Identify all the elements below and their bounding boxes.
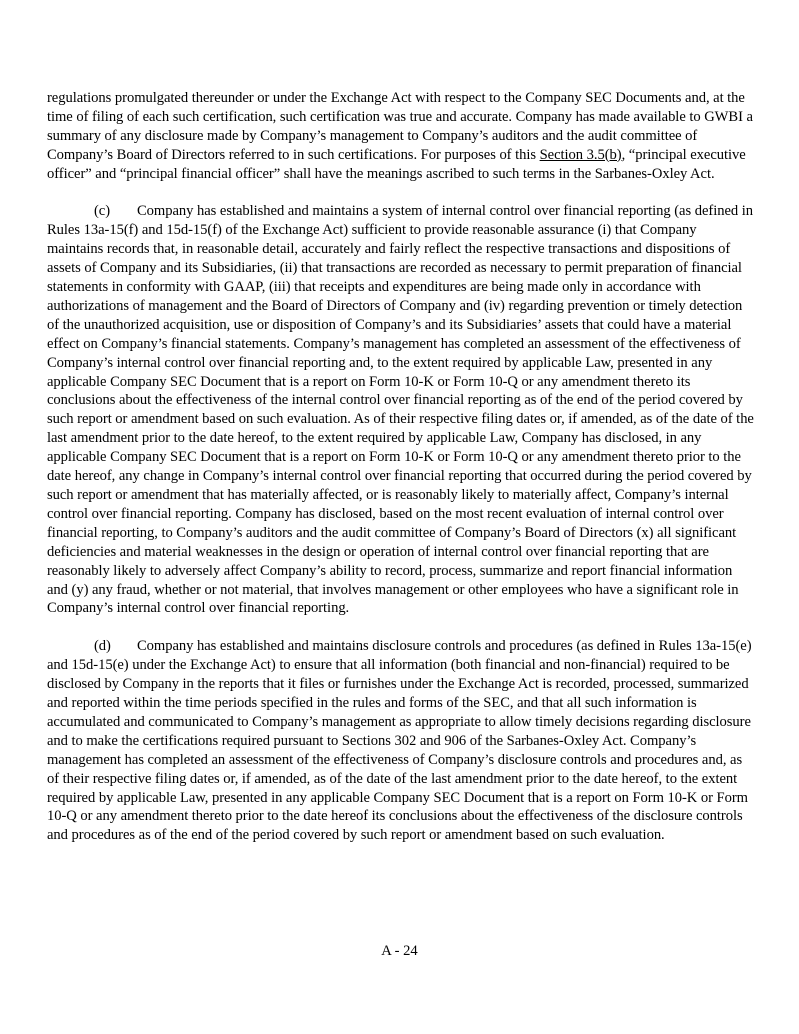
paragraph-c-text: Company has established and maintains a system of internal control over financial reporting (as defined in Rules 13a-15(f) and 15d-15(f) of the Exchange Act) sufficient to provide reasonable assurance (i) that Company maintains records that, in reasonable detail, accurately and fairly reflect the respective transactions and dispositions of assets of Company and its Subsidiaries, (ii) that transactions are recorded as necessary to permit preparation of financial statements in conformity with GAAP, (iii) that receipts and expenditures are being made only in accordance with authorizations of management and the Board of Directors of Company and (iv) regarding prevention or timely detection of the unauthorized acquisition, use or disposition of Company’s and its Subsidiaries’ assets that could have a material effect on Company’s financial statements. Company’s management has completed an assessment of the effectiveness of Company’s internal control over financial reporting and, to the extent required by applicable Law, presented in any applicable Company SEC Document that is a report on Form 10-K or Form 10-Q or any amendment thereto its conclusions about the effectiveness of the internal control over financial reporting as of the end of the period covered by such report or amendment based on such evaluation. As of their respective filing dates or, if amended, as of the date of the last amendment prior to the date hereof, to the extent required by applicable Law, Company has disclosed, in any applicable Company SEC Document that is a report on Form 10-K or Form 10-Q or any amendment thereto prior to the date hereof, any change in Company’s internal control over financial reporting that occurred during the period covered by such report or amendment that has materially affected, or is reasonably likely to materially affect, Company’s internal control over financial reporting. Company has disclosed, based on the most recent evaluation of internal control over financial reporting, to Company’s auditors and the audit committee of Company’s Board of Directors (x) all significant deficiencies and material weaknesses in the design or operation of internal control over financial reporting that are reasonably likely to adversely affect Company’s ability to record, process, summarize and report financial information and (y) any fraud, whether or not material, that involves management or other employees who have a significant role in Company’s internal control over financial reporting.	[47, 203, 754, 617]
section-reference-link: Section 3.5(b)	[539, 146, 622, 163]
paragraph-c-indent	[47, 202, 137, 221]
document-page	[47, 89, 755, 864]
paragraph-d	[47, 637, 755, 845]
paragraph-d-text: Company has established and maintains disclosure controls and procedures (as defined in Rules 13a-15(e) and 15d-15(e) under the Exchange Act) to ensure that all information (both financial and non-financial) required to be disclosed by Company in the reports that it files or furnishes under the Exchange Act is recorded, processed, summarized and reported within the time periods specified in the rules and forms of the SEC, and that all such information is accumulated and communicated to Company’s management as appropriate to allow timely decisions regarding disclosure and to make the certifications required pursuant to Sections 302 and 906 of the Sarbanes-Oxley Act. Company’s management has completed an assessment of the effectiveness of Company’s disclosure controls and procedures and, as of their respective filing dates or, if amended, as of the date of the last amendment prior to the date hereof, to the extent required by applicable Law, presented in any applicable Company SEC Document that is a report on Form 10-K or Form 10-Q or any amendment thereto prior to the date hereof its conclusions about the effectiveness of the disclosure controls and procedures as of the end of the period covered by such report or amendment based on such evaluation.	[47, 638, 752, 844]
paragraph-intro-text-end: , “principal executive officer” and “principal financial officer” shall have the meanings ascribed to such terms in the Sarbanes-Oxley Act.	[47, 146, 746, 182]
page-number: A - 24	[381, 943, 418, 959]
paragraph-d-indent	[47, 637, 137, 656]
paragraph-c	[47, 202, 755, 618]
paragraph-c-label: (c)	[94, 203, 111, 220]
paragraph-d-label: (d)	[94, 638, 111, 655]
paragraph-intro	[47, 89, 755, 184]
paragraph-intro-text-start: regulations promulgated thereunder or under the Exchange Act with respect to the Company SEC Documents and, at the time of filing of each such certification, such certification was true and accurate. Company has made available to GWBI a summary of any disclosure made by Company’s management to Company’s auditors and the audit committee of Company’s Board of Directors referred to in such certifications. For purposes of this	[47, 90, 753, 163]
